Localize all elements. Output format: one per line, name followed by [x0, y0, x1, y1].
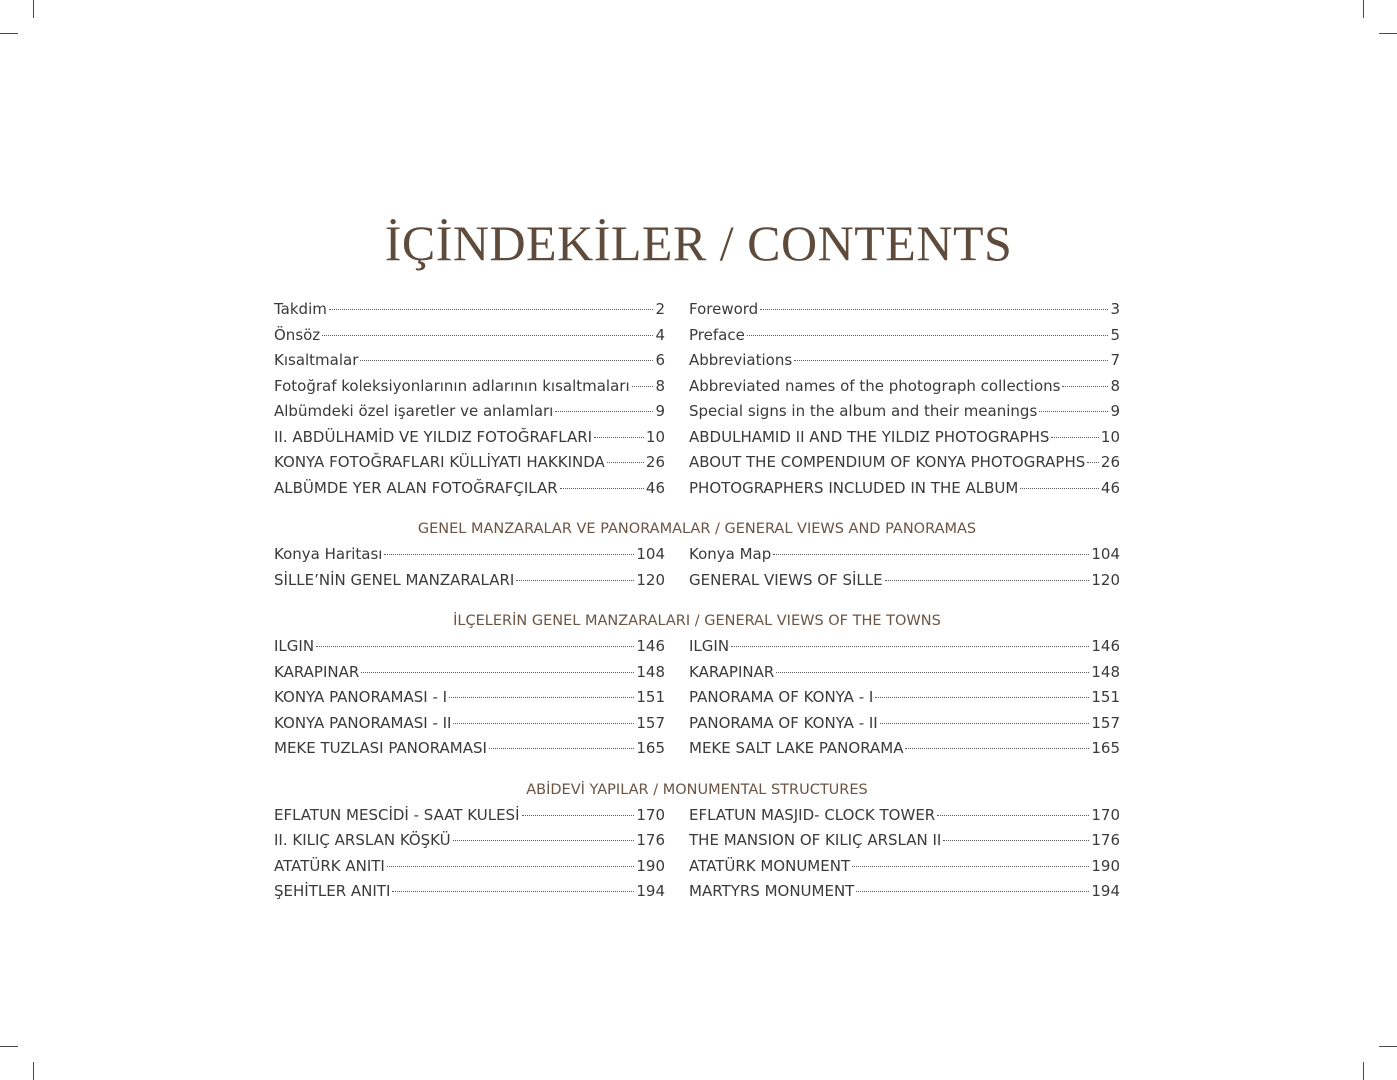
- page-number: 10: [645, 427, 665, 446]
- page-number: 46: [645, 478, 665, 497]
- crop-mark: [33, 0, 34, 18]
- entry-title: SİLLE’NİN GENEL MANZARALARI: [274, 570, 515, 589]
- toc-entry-en: [689, 425, 1120, 451]
- page-number: 146: [1091, 637, 1120, 655]
- crop-mark: [1379, 1046, 1397, 1047]
- page-number: 148: [636, 662, 665, 681]
- dot-leader: [852, 865, 1089, 867]
- section-entries: [274, 297, 1120, 501]
- dot-leader: [322, 334, 653, 336]
- page-number: 2: [655, 300, 665, 318]
- crop-mark: [1379, 33, 1397, 34]
- dot-leader: [632, 385, 654, 387]
- dot-leader: [360, 359, 653, 361]
- toc-entry-tr: [274, 879, 665, 905]
- dot-leader: [943, 839, 1089, 841]
- dot-leader: [329, 308, 654, 310]
- dot-leader: [387, 865, 635, 867]
- entry-title: THE MANSION OF KILIÇ ARSLAN II: [689, 831, 942, 849]
- toc-entry-en: [689, 568, 1120, 594]
- turkish-column: [274, 634, 665, 762]
- dot-leader: [516, 579, 634, 581]
- entry-title: Abbreviations: [689, 351, 793, 369]
- dot-leader: [522, 814, 635, 816]
- entry-title: EFLATUN MASJID- CLOCK TOWER: [689, 805, 936, 824]
- page-number: 10: [1100, 427, 1120, 446]
- crop-mark: [0, 1046, 18, 1047]
- entry-title: Konya Map: [689, 545, 772, 563]
- entry-title: Konya Haritası: [274, 545, 383, 563]
- toc-entry-tr: [274, 736, 665, 762]
- entry-title: ŞEHİTLER ANITI: [274, 882, 391, 900]
- english-column: [689, 803, 1120, 905]
- toc-entry-tr: [274, 297, 665, 323]
- crop-mark: [1363, 0, 1364, 18]
- page-number: 120: [636, 570, 665, 589]
- toc-entry-en: [689, 736, 1120, 762]
- dot-leader: [760, 308, 1108, 310]
- dot-leader: [449, 696, 634, 698]
- dot-leader: [489, 747, 634, 749]
- dot-leader: [607, 461, 644, 463]
- toc-entry-en: [689, 476, 1120, 502]
- entry-title: KONYA PANORAMASI - I: [274, 688, 448, 706]
- page-number: 165: [1091, 739, 1120, 757]
- toc-entry-en: [689, 803, 1120, 829]
- dot-leader: [1051, 436, 1099, 438]
- page-number: 176: [636, 831, 665, 849]
- turkish-column: [274, 297, 665, 501]
- entry-title: Albümdeki özel işaretler ve anlamları: [274, 402, 554, 420]
- turkish-column: [274, 542, 665, 593]
- dot-leader: [453, 722, 634, 724]
- entry-title: Takdim: [274, 300, 327, 318]
- page-number: 7: [1110, 351, 1120, 369]
- dot-leader: [875, 696, 1089, 698]
- dot-leader: [1062, 385, 1108, 387]
- page-number: 151: [636, 688, 665, 706]
- toc-entry-tr: [274, 374, 665, 400]
- entry-title: Preface: [689, 325, 745, 344]
- page-number: 9: [1110, 402, 1120, 420]
- toc-entry-en: [689, 634, 1120, 660]
- entry-title: KONYA FOTOĞRAFLARI KÜLLİYATI HAKKINDA: [274, 453, 605, 471]
- page-number: 190: [1091, 856, 1120, 875]
- page-number: 190: [636, 856, 665, 875]
- entry-title: GENERAL VIEWS OF SİLLE: [689, 570, 883, 589]
- section-entries: [274, 634, 1120, 762]
- dot-leader: [1020, 487, 1099, 489]
- entry-title: Fotoğraf koleksiyonlarının adlarının kısaltmaları: [274, 376, 630, 395]
- toc-entry-tr: [274, 854, 665, 880]
- toc-entry-tr: [274, 542, 665, 568]
- page-number: 6: [655, 351, 665, 369]
- toc-entry-tr: [274, 685, 665, 711]
- dot-leader: [937, 814, 1089, 816]
- toc-entry-tr: [274, 634, 665, 660]
- entry-title: ILGIN: [274, 637, 315, 655]
- toc-entry-tr: [274, 476, 665, 502]
- toc-entry-en: [689, 711, 1120, 737]
- page-title: İÇİNDEKİLER / CONTENTS: [384, 215, 1013, 271]
- dot-leader: [560, 487, 644, 489]
- page-number: 170: [1091, 805, 1120, 824]
- toc-entry-tr: [274, 828, 665, 854]
- dot-leader: [384, 553, 634, 555]
- dot-leader: [731, 645, 1089, 647]
- toc-entry-tr: [274, 348, 665, 374]
- entry-title: ALBÜMDE YER ALAN FOTOĞRAFÇILAR: [274, 478, 558, 497]
- section-heading: GENEL MANZARALAR VE PANORAMALAR / GENERAL VIEWS AND PANORAMAS: [417, 521, 977, 537]
- entry-title: II. ABDÜLHAMİD VE YILDIZ FOTOĞRAFLARI: [274, 427, 593, 446]
- toc-entry-en: [689, 450, 1120, 476]
- dot-leader: [361, 671, 634, 673]
- toc-entry-tr: [274, 711, 665, 737]
- page-number: 194: [1091, 882, 1120, 900]
- entry-title: Önsöz: [274, 325, 321, 344]
- entry-title: ATATÜRK MONUMENT: [689, 856, 851, 875]
- page-number: 148: [1091, 662, 1120, 681]
- dot-leader: [453, 839, 635, 841]
- toc-entry-en: [689, 323, 1120, 349]
- page-number: 26: [645, 453, 665, 471]
- table-of-contents: [274, 297, 1120, 905]
- entry-title: Abbreviated names of the photograph collections: [689, 376, 1061, 395]
- toc-entry-tr: [274, 660, 665, 686]
- toc-entry-en: [689, 399, 1120, 425]
- page-number: 151: [1091, 688, 1120, 706]
- entry-title: MARTYRS MONUMENT: [689, 882, 855, 900]
- toc-entry-en: [689, 879, 1120, 905]
- turkish-column: [274, 803, 665, 905]
- crop-mark: [33, 1062, 34, 1080]
- dot-leader: [392, 890, 634, 892]
- entry-title: EFLATUN MESCİDİ - SAAT KULESİ: [274, 805, 520, 824]
- section-heading: İLÇELERİN GENEL MANZARALARI / GENERAL VIEWS OF THE TOWNS: [453, 613, 941, 629]
- dot-leader: [555, 410, 653, 412]
- page-number: 165: [636, 739, 665, 757]
- page-number: 4: [655, 325, 665, 344]
- page-number: 146: [636, 637, 665, 655]
- entry-title: MEKE TUZLASI PANORAMASI: [274, 739, 487, 757]
- dot-leader: [594, 436, 644, 438]
- dot-leader: [905, 747, 1089, 749]
- page-number: 170: [636, 805, 665, 824]
- dot-leader: [776, 671, 1089, 673]
- entry-title: PANORAMA OF KONYA - II: [689, 713, 878, 732]
- english-column: [689, 634, 1120, 762]
- entry-title: KONYA PANORAMASI - II: [274, 713, 452, 732]
- page-number: 157: [1091, 713, 1120, 732]
- toc-entry-en: [689, 542, 1120, 568]
- entry-title: ABDULHAMID II AND THE YILDIZ PHOTOGRAPHS: [689, 427, 1050, 446]
- entry-title: Special signs in the album and their meanings: [689, 402, 1038, 420]
- entry-title: PHOTOGRAPHERS INCLUDED IN THE ALBUM: [689, 478, 1019, 497]
- toc-entry-en: [689, 828, 1120, 854]
- dot-leader: [856, 890, 1089, 892]
- entry-title: MEKE SALT LAKE PANORAMA: [689, 739, 904, 757]
- toc-entry-tr: [274, 399, 665, 425]
- dot-leader: [880, 722, 1090, 724]
- toc-entry-tr: [274, 803, 665, 829]
- page-number: 176: [1091, 831, 1120, 849]
- entry-title: KARAPINAR: [274, 662, 360, 681]
- toc-entry-en: [689, 660, 1120, 686]
- entry-title: II. KILIÇ ARSLAN KÖŞKÜ: [274, 831, 451, 849]
- entry-title: ATATÜRK ANITI: [274, 856, 385, 875]
- english-column: [689, 297, 1120, 501]
- section-entries: [274, 803, 1120, 905]
- toc-entry-tr: [274, 425, 665, 451]
- toc-entry-tr: [274, 323, 665, 349]
- dot-leader: [747, 334, 1109, 336]
- entry-title: Foreword: [689, 300, 759, 318]
- page-number: 26: [1100, 453, 1120, 471]
- toc-entry-en: [689, 374, 1120, 400]
- page-number: 104: [1091, 545, 1120, 563]
- crop-mark: [1363, 1062, 1364, 1080]
- entry-title: KARAPINAR: [689, 662, 775, 681]
- page-number: 8: [1110, 376, 1120, 395]
- dot-leader: [316, 645, 634, 647]
- entry-title: ILGIN: [689, 637, 730, 655]
- page-number: 120: [1091, 570, 1120, 589]
- dot-leader: [1039, 410, 1108, 412]
- dot-leader: [773, 553, 1089, 555]
- page-number: 46: [1100, 478, 1120, 497]
- toc-entry-en: [689, 348, 1120, 374]
- entry-title: Kısaltmalar: [274, 351, 359, 369]
- page-number: 9: [655, 402, 665, 420]
- section-entries: [274, 542, 1120, 593]
- toc-entry-tr: [274, 450, 665, 476]
- toc-entry-en: [689, 685, 1120, 711]
- page-number: 194: [636, 882, 665, 900]
- page-number: 5: [1110, 325, 1120, 344]
- section-heading: ABİDEVİ YAPILAR / MONUMENTAL STRUCTURES: [526, 781, 868, 798]
- dot-leader: [794, 359, 1108, 361]
- toc-entry-tr: [274, 568, 665, 594]
- page-number: 8: [655, 376, 665, 395]
- dot-leader: [885, 579, 1090, 581]
- page-number: 104: [636, 545, 665, 563]
- dot-leader: [1087, 461, 1099, 463]
- entry-title: ABOUT THE COMPENDIUM OF KONYA PHOTOGRAPHS: [689, 453, 1086, 471]
- page-number: 3: [1110, 300, 1120, 318]
- toc-entry-en: [689, 297, 1120, 323]
- english-column: [689, 542, 1120, 593]
- toc-entry-en: [689, 854, 1120, 880]
- crop-mark: [0, 33, 18, 34]
- page-number: 157: [636, 713, 665, 732]
- entry-title: PANORAMA OF KONYA - I: [689, 688, 874, 706]
